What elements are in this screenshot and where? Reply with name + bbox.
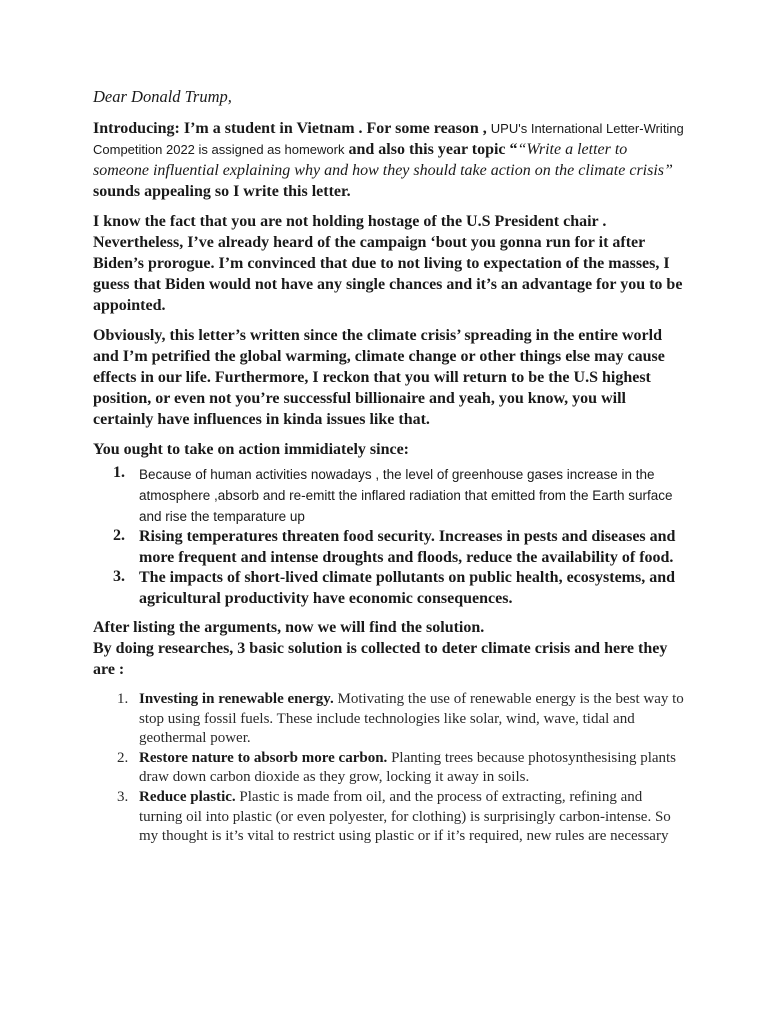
- intro-and-also: and also this year topic: [348, 141, 506, 158]
- solutions-list: [93, 690, 685, 847]
- list-number: 1.: [113, 464, 125, 481]
- list-number: 3.: [117, 788, 129, 805]
- intro-label: Introducing: I’m a student in Vietnam . For some reason ,: [93, 120, 487, 137]
- paragraph-biden: I know the fact that you are not holding hostage of the U.S President chair . Nevertheless, I’ve already heard of the campaign ‘bout you gonna run for it after Biden’s prorogue. I’m convinced that due to not living to expectation of the masses, I guess that Biden would not have any single chances and it’s an advantage for you to be appointed.: [93, 213, 683, 314]
- list-item: [93, 788, 685, 847]
- intro-ending: sounds appealing so I write this letter.: [93, 183, 351, 200]
- reasons-intro: You ought to take on action immidiately since:: [93, 441, 409, 458]
- solution-intro-line-2: By doing researches, 3 basic solution is collected to deter climate crisis and here they are :: [93, 640, 668, 678]
- paragraph-climate: Obviously, this letter’s written since the climate crisis’ spreading in the entire world and I’m petrified the global warming, climate change or other things else may cause effects in our life. Furthermore, I reckon that you will return to be the U.S highest position, or even not you’re successful billionaire and yeah, you know, you will certainly have influences in kinda issues like that.: [93, 327, 665, 428]
- intro-paragraph: [93, 118, 685, 202]
- list-number: 3.: [113, 568, 125, 585]
- solution-intro-line-1: After listing the arguments, now we will find the solution.: [93, 619, 485, 636]
- salutation: Dear Donald Trump,: [93, 87, 232, 106]
- list-item: [93, 527, 685, 568]
- solution-text: Planting trees because photosynthesising plants draw down carbon dioxide as they grow, locking it away in soils.: [139, 749, 677, 786]
- list-item: [93, 749, 685, 788]
- list-number: 2.: [113, 527, 125, 544]
- list-item: [93, 464, 685, 527]
- solution-text: Motivating the use of renewable energy is the best way to stop using fossil fuels. These include technologies like solar, wind, wave, tidal and geothermal power.: [139, 691, 684, 747]
- solution-lead: Investing in renewable energy.: [139, 691, 334, 707]
- solution-lead: Restore nature to absorb more carbon.: [139, 749, 388, 766]
- list-item: [93, 690, 685, 749]
- reasons-list: [93, 464, 685, 609]
- list-item-text: Rising temperatures threaten food security. Increases in pests and diseases and more frequent and intense droughts and floods, reduce the availability of food.: [139, 528, 676, 566]
- letter-body: [93, 86, 685, 847]
- quote-open: “: [509, 141, 518, 158]
- list-number: 2.: [117, 749, 129, 766]
- list-item-text: The impacts of short-lived climate pollutants on public health, ecosystems, and agricultural productivity have economic consequences.: [139, 569, 676, 607]
- solution-lead: Reduce plastic.: [139, 788, 236, 805]
- intro-topic: “Write a letter to someone influential explaining why and how they should take action on the climate crisis”: [93, 141, 673, 179]
- list-item-text: Because of human activities nowadays , the level of greenhouse gases increase in the atmosphere ,absorb and re-emitt the inflared radiation that emitted from the Earth surface and rise the temparature up: [139, 467, 673, 524]
- list-item: [93, 568, 685, 609]
- solution-text: Plastic is made from oil, and the process of extracting, refining and turning oil into plastic (or even polyester, for clothing) is surprisingly carbon-intense. So my thought is it’s vital to restrict using plastic or if it’s required, new rules are necessary: [139, 788, 671, 845]
- list-number: 1.: [117, 691, 129, 707]
- intro-upu-text: UPU's International Letter-Writing Competition 2022 is assigned as homework: [93, 121, 684, 157]
- solution-intro: [93, 617, 685, 680]
